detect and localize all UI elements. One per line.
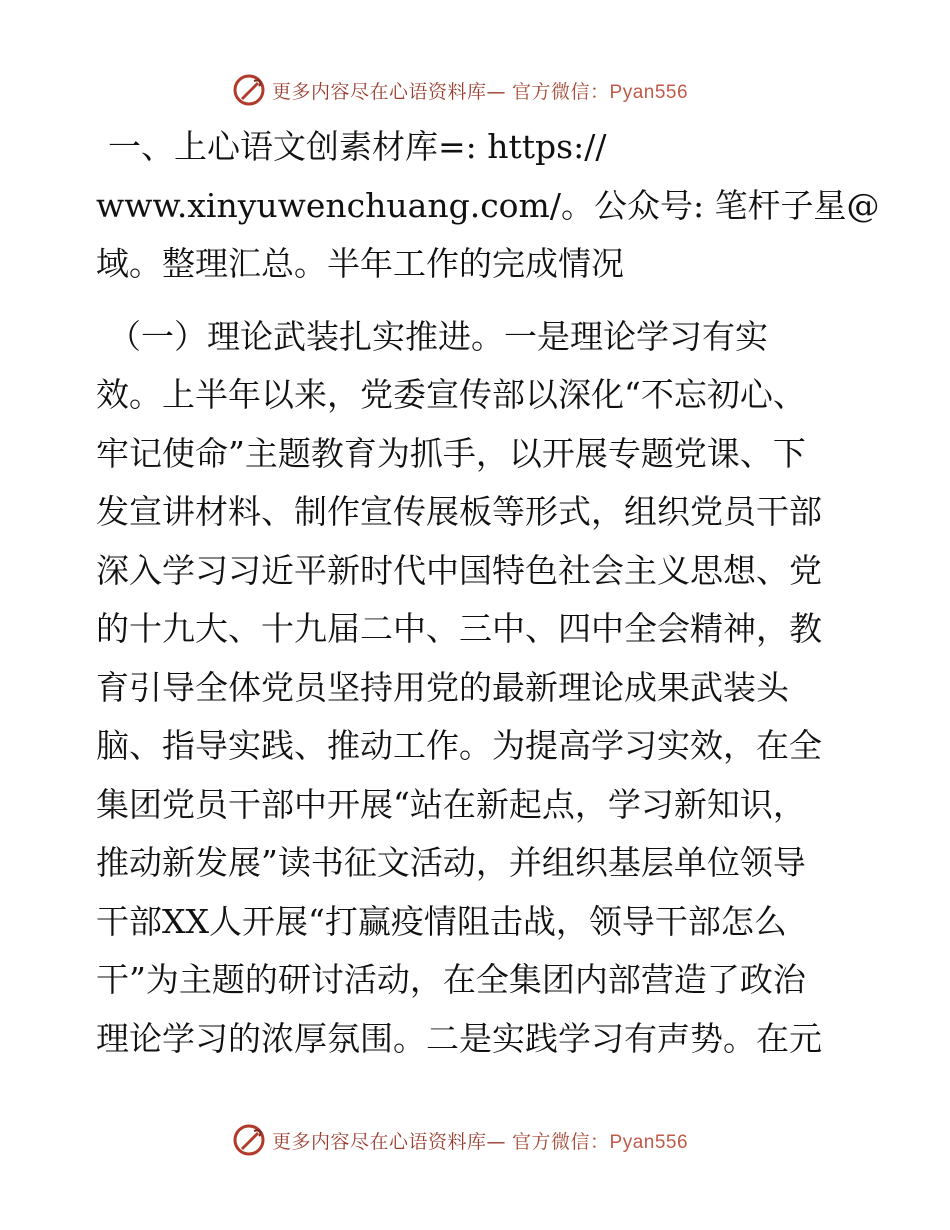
text-line: 推动新发展”读书征文活动，并组织基层单位领导 xyxy=(96,843,806,882)
text-line: 的十九大、十九届二中、三中、四中全会精神，教 xyxy=(96,609,822,648)
footer-banner xyxy=(232,1120,752,1160)
banner-wechat-id: Pyan556 xyxy=(609,1131,689,1153)
quill-pen-logo-icon xyxy=(232,73,266,107)
banner-wechat-id: Pyan556 xyxy=(609,81,689,103)
banner-text xyxy=(272,1127,688,1154)
text-line: 干”为主题的研讨活动，在全集团内部营造了政治 xyxy=(96,960,806,999)
text-line: 干部XX人开展“打赢疫情阻击战，领导干部怎么 xyxy=(96,901,787,941)
text-line: 集团党员干部中开展“站在新起点，学习新知识， xyxy=(96,784,806,824)
banner-slogan: 更多内容尽在心语资料库— xyxy=(272,80,507,103)
paragraph-heading xyxy=(96,118,880,294)
text-line: 发宣讲材料、制作宣传展板等形式，组织党员干部 xyxy=(96,492,822,531)
banner-text xyxy=(272,77,688,104)
text-line: 牢记使命”主题教育为抓手，以开展专题党课、下 xyxy=(96,433,806,473)
banner-slogan: 更多内容尽在心语资料库— xyxy=(272,1130,507,1153)
header-banner xyxy=(232,70,752,110)
paragraph-body xyxy=(96,308,856,1069)
text-line: 脑、指导实践、推动工作。为提高学习实效，在全 xyxy=(96,726,822,765)
text-line: 效。上半年以来，党委宣传部以深化“不忘初心、 xyxy=(96,375,806,414)
text-line: 一、上心语文创素材库=: https:// xyxy=(108,127,607,166)
text-line: 深入学习习近平新时代中国特色社会主义思想、党 xyxy=(96,550,822,590)
text-line: （一）理论武装扎实推进。一是理论学习有实 xyxy=(108,316,768,356)
banner-wechat-label: 官方微信： xyxy=(512,1130,610,1153)
quill-pen-logo-icon xyxy=(232,1123,266,1157)
banner-wechat-label: 官方微信： xyxy=(512,80,610,103)
text-line: 理论学习的浓厚氛围。二是实践学习有声势。在元 xyxy=(96,1018,822,1058)
text-line: www.xinyuwenchuang.com/。公众号: 笔杆子星@ xyxy=(96,185,880,225)
document-body xyxy=(96,118,880,1068)
text-line: 域。整理汇总。半年工作的完成情况 xyxy=(96,244,624,283)
text-line: 育引导全体党员坚持用党的最新理论成果武装头 xyxy=(96,667,789,707)
